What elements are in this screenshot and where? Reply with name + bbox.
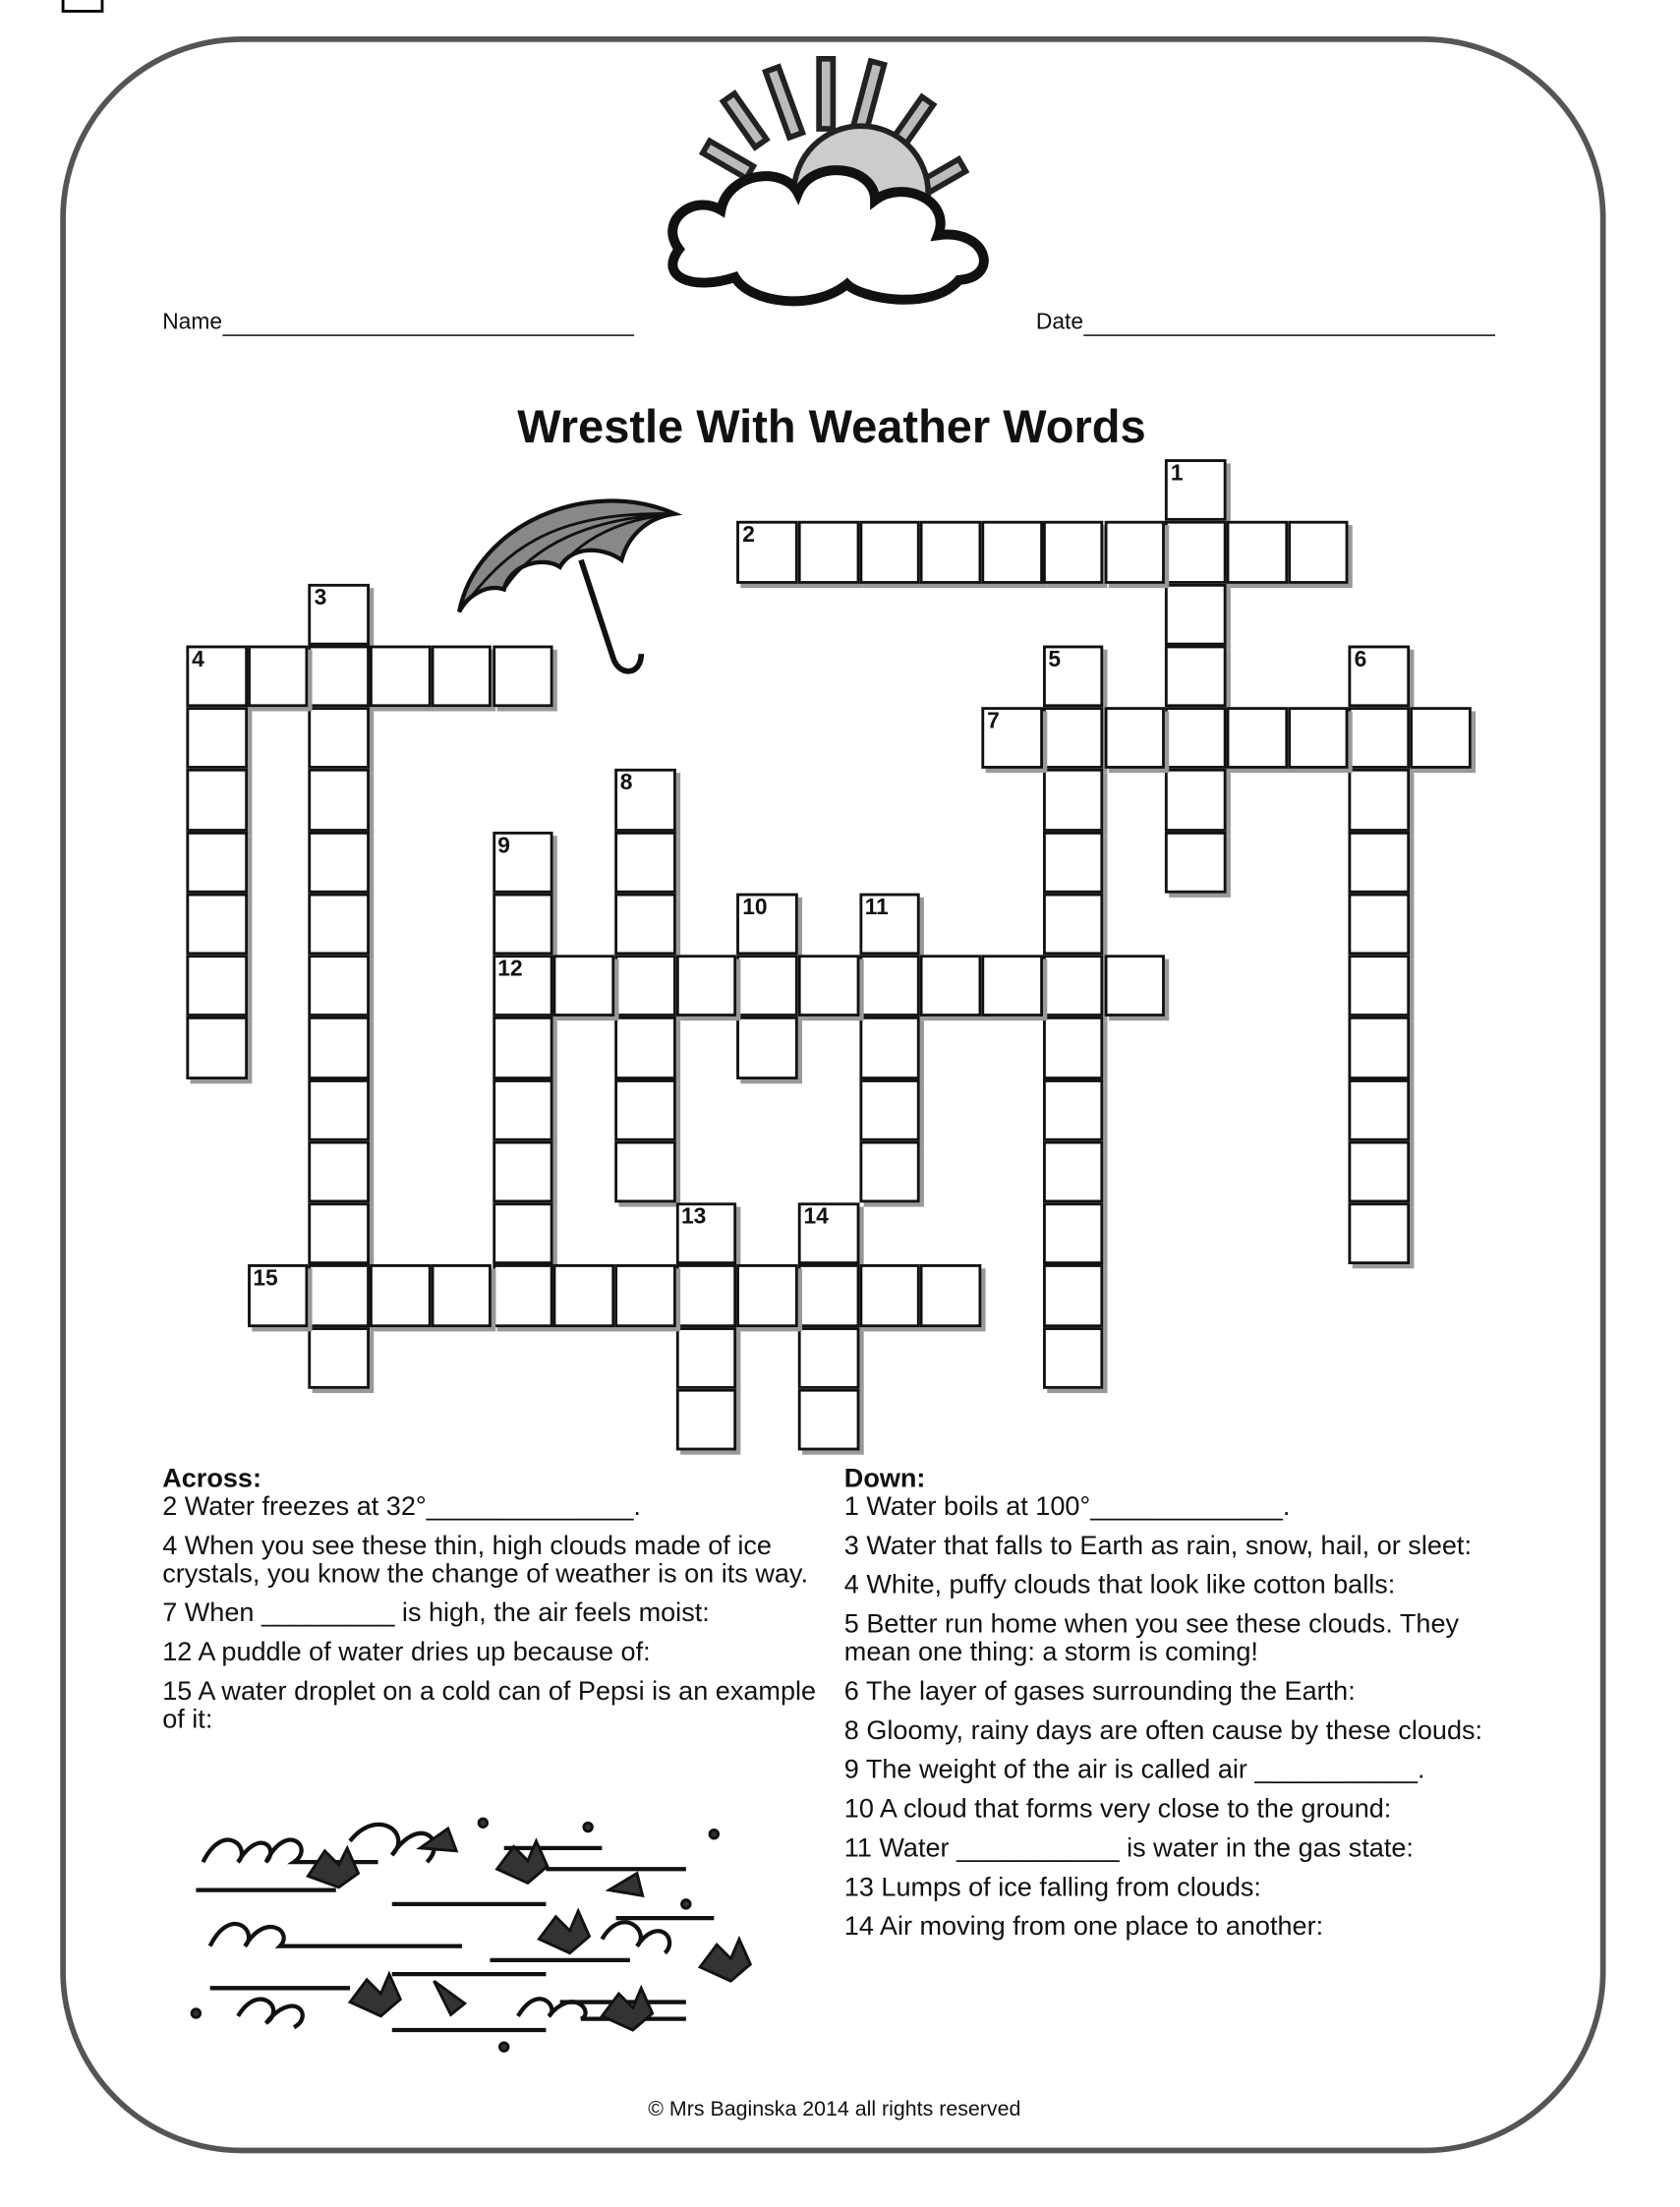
crossword-cell[interactable] bbox=[186, 1016, 247, 1078]
crossword-cell[interactable] bbox=[1043, 521, 1104, 583]
crossword-cell[interactable] bbox=[798, 1326, 859, 1388]
crossword-cell[interactable] bbox=[920, 521, 981, 583]
crossword-cell[interactable] bbox=[737, 521, 798, 583]
crossword-cell[interactable] bbox=[859, 1140, 920, 1202]
crossword-cell[interactable] bbox=[1043, 1016, 1104, 1078]
crossword-cell[interactable] bbox=[309, 1140, 370, 1202]
crossword-cell[interactable] bbox=[1043, 1140, 1104, 1202]
crossword-cell[interactable] bbox=[431, 1264, 492, 1326]
down-clue: 3 Water that falls to Earth as rain, snow, hail, or sleet: bbox=[843, 1532, 1472, 1561]
crossword-cell[interactable] bbox=[1165, 707, 1226, 769]
crossword-cell[interactable] bbox=[309, 707, 370, 769]
crossword-cell[interactable] bbox=[614, 769, 675, 831]
down-clue: 10 A cloud that forms very close to the ground: bbox=[843, 1794, 1392, 1825]
down-heading: Down: bbox=[843, 1464, 926, 1494]
crossword-cell[interactable] bbox=[553, 955, 614, 1016]
clue-number: 1 bbox=[1170, 461, 1184, 487]
crossword-cell[interactable] bbox=[492, 645, 553, 707]
crossword-cell[interactable] bbox=[309, 583, 370, 645]
date-field[interactable] bbox=[1036, 311, 1495, 336]
crossword-cell[interactable] bbox=[1288, 707, 1349, 769]
crossword-cell[interactable] bbox=[309, 1078, 370, 1140]
crossword-cell[interactable] bbox=[186, 893, 247, 955]
crossword-cell[interactable] bbox=[1043, 893, 1104, 955]
crossword-cell[interactable] bbox=[1349, 707, 1410, 769]
crossword-cell[interactable] bbox=[859, 893, 920, 955]
crossword-cell[interactable] bbox=[859, 521, 920, 583]
crossword-cell[interactable] bbox=[492, 1140, 553, 1202]
corner-checkbox bbox=[62, 0, 104, 13]
crossword-cell[interactable] bbox=[1043, 1264, 1104, 1326]
crossword-cell[interactable] bbox=[1165, 521, 1226, 583]
crossword-cell[interactable] bbox=[1288, 521, 1349, 583]
crossword-cell[interactable] bbox=[1349, 893, 1410, 955]
across-clue: 15 A water droplet on a cold can of Pepsi is an example of it: bbox=[162, 1677, 817, 1735]
sun-cloud-illustration bbox=[651, 53, 1014, 312]
crossword-cell[interactable] bbox=[675, 1388, 736, 1450]
crossword-cell[interactable] bbox=[1349, 1078, 1410, 1140]
down-clue: 11 Water ___________ is water in the gas state: bbox=[843, 1833, 1414, 1864]
crossword-cell[interactable] bbox=[1349, 1202, 1410, 1264]
crossword-cell[interactable] bbox=[798, 955, 859, 1016]
crossword-cell[interactable] bbox=[1226, 521, 1287, 583]
across-clue: 7 When _________ is high, the air feels moist: bbox=[162, 1598, 710, 1629]
crossword-cell[interactable] bbox=[798, 1202, 859, 1264]
across-clue: 12 A puddle of water dries up because of: bbox=[162, 1638, 651, 1668]
crossword-cell[interactable] bbox=[1165, 459, 1226, 521]
crossword-cell[interactable] bbox=[492, 893, 553, 955]
crossword-cell[interactable] bbox=[186, 955, 247, 1016]
across-heading: Across: bbox=[162, 1464, 261, 1494]
crossword-cell[interactable] bbox=[309, 955, 370, 1016]
clue-number: 3 bbox=[314, 586, 327, 610]
crossword-cell[interactable] bbox=[1043, 707, 1104, 769]
crossword-cell[interactable] bbox=[1349, 831, 1410, 893]
crossword-cell[interactable] bbox=[1165, 583, 1226, 645]
crossword-cell[interactable] bbox=[675, 1202, 736, 1264]
crossword-cell[interactable] bbox=[614, 1140, 675, 1202]
crossword-cell[interactable] bbox=[309, 645, 370, 707]
crossword-cell[interactable] bbox=[309, 893, 370, 955]
down-clue: 6 The layer of gases surrounding the Earth: bbox=[843, 1677, 1356, 1708]
crossword-cell[interactable] bbox=[614, 1016, 675, 1078]
crossword-cell[interactable] bbox=[981, 955, 1042, 1016]
clue-number: 12 bbox=[497, 958, 523, 982]
crossword-cell[interactable] bbox=[1349, 1140, 1410, 1202]
crossword-cell[interactable] bbox=[1104, 521, 1165, 583]
down-clue: 4 White, puffy clouds that look like cotton balls: bbox=[843, 1570, 1396, 1600]
crossword-cell[interactable] bbox=[981, 521, 1042, 583]
clue-number: 4 bbox=[192, 648, 204, 672]
crossword-cell[interactable] bbox=[859, 1264, 920, 1326]
crossword-cell[interactable] bbox=[737, 1016, 798, 1078]
crossword-cell[interactable] bbox=[492, 1078, 553, 1140]
clue-number: 6 bbox=[1354, 648, 1367, 672]
crossword-cell[interactable] bbox=[309, 1202, 370, 1264]
crossword-cell[interactable] bbox=[370, 645, 431, 707]
crossword-cell[interactable] bbox=[1165, 769, 1226, 831]
clue-number: 9 bbox=[497, 834, 510, 858]
crossword-cell[interactable] bbox=[675, 955, 736, 1016]
crossword-cell[interactable] bbox=[309, 1326, 370, 1388]
crossword-cell[interactable] bbox=[1410, 707, 1471, 769]
crossword-cell[interactable] bbox=[1165, 831, 1226, 893]
down-clue: 14 Air moving from one place to another: bbox=[843, 1912, 1324, 1943]
name-label: Name bbox=[162, 311, 222, 335]
crossword-cell[interactable] bbox=[553, 1264, 614, 1326]
crossword-cell[interactable] bbox=[1104, 955, 1165, 1016]
down-clue: 8 Gloomy, rainy days are often cause by these clouds: bbox=[843, 1716, 1483, 1746]
crossword-cell[interactable] bbox=[186, 769, 247, 831]
crossword-cell[interactable] bbox=[920, 955, 981, 1016]
crossword-cell[interactable] bbox=[1104, 707, 1165, 769]
crossword-cell[interactable] bbox=[309, 1264, 370, 1326]
crossword-cell[interactable] bbox=[492, 955, 553, 1016]
crossword-cell[interactable] bbox=[859, 955, 920, 1016]
across-clues bbox=[162, 1466, 820, 1746]
wind-leaves-illustration bbox=[182, 1806, 770, 2058]
clue-number: 15 bbox=[253, 1267, 278, 1292]
crossword-cell[interactable] bbox=[859, 1078, 920, 1140]
crossword-cell[interactable] bbox=[859, 1016, 920, 1078]
crossword-cell[interactable] bbox=[492, 1202, 553, 1264]
crossword-cell[interactable] bbox=[798, 1388, 859, 1450]
crossword-cell[interactable] bbox=[614, 955, 675, 1016]
crossword-cell[interactable] bbox=[614, 1264, 675, 1326]
crossword-cell[interactable] bbox=[492, 1264, 553, 1326]
clue-number: 5 bbox=[1048, 648, 1062, 672]
crossword-cell[interactable] bbox=[248, 1264, 309, 1326]
page-title: Wrestle With Weather Words bbox=[517, 400, 1146, 453]
crossword-cell[interactable] bbox=[492, 831, 553, 893]
across-clue: 4 When you see these thin, high clouds made of ice crystals, you know the change of weather is on its way. bbox=[162, 1532, 808, 1590]
crossword-cell[interactable] bbox=[675, 1264, 736, 1326]
crossword-cell[interactable] bbox=[1165, 645, 1226, 707]
crossword-cell[interactable] bbox=[1043, 831, 1104, 893]
crossword-cell[interactable] bbox=[1043, 955, 1104, 1016]
crossword-cell[interactable] bbox=[981, 707, 1042, 769]
crossword-cell[interactable] bbox=[186, 831, 247, 893]
clue-number: 8 bbox=[619, 772, 633, 796]
crossword-cell[interactable] bbox=[1226, 707, 1287, 769]
across-clue: 2 Water freezes at 32°______________. bbox=[162, 1492, 641, 1523]
crossword-cell[interactable] bbox=[370, 1264, 431, 1326]
clue-number: 2 bbox=[742, 523, 755, 549]
crossword-cell[interactable] bbox=[248, 645, 309, 707]
crossword-cell[interactable] bbox=[1043, 1326, 1104, 1388]
crossword-cell[interactable] bbox=[737, 1264, 798, 1326]
crossword-cell[interactable] bbox=[492, 1016, 553, 1078]
crossword-cell[interactable] bbox=[798, 521, 859, 583]
crossword-cell[interactable] bbox=[1349, 769, 1410, 831]
crossword-cell[interactable] bbox=[1349, 955, 1410, 1016]
crossword-cell[interactable] bbox=[309, 831, 370, 893]
crossword-cell[interactable] bbox=[186, 645, 247, 707]
clue-number: 7 bbox=[987, 710, 1000, 734]
down-clue: 5 Better run home when you see these clouds. They mean one thing: a storm is coming! bbox=[843, 1609, 1460, 1668]
copyright-footer: © Mrs Baginska 2014 all rights reserved bbox=[648, 2097, 1021, 2121]
crossword-cell[interactable] bbox=[675, 1326, 736, 1388]
down-clue: 13 Lumps of ice falling from clouds: bbox=[843, 1873, 1261, 1903]
crossword-cell[interactable] bbox=[737, 955, 798, 1016]
crossword-cell[interactable] bbox=[1349, 1016, 1410, 1078]
crossword-cell[interactable] bbox=[1043, 1078, 1104, 1140]
clue-number: 11 bbox=[864, 896, 889, 920]
crossword-cell[interactable] bbox=[186, 707, 247, 769]
crossword-cell[interactable] bbox=[309, 769, 370, 831]
down-clue: 1 Water boils at 100°_____________. bbox=[843, 1492, 1291, 1523]
crossword-cell[interactable] bbox=[920, 1264, 981, 1326]
crossword-cell[interactable] bbox=[1043, 645, 1104, 707]
down-clue: 9 The weight of the air is called air ___________. bbox=[843, 1755, 1425, 1785]
crossword-cell[interactable] bbox=[1043, 769, 1104, 831]
crossword-cell[interactable] bbox=[1349, 645, 1410, 707]
clue-number: 10 bbox=[742, 896, 768, 920]
crossword-cell[interactable] bbox=[614, 831, 675, 893]
down-clues bbox=[844, 1466, 1502, 1953]
name-field[interactable] bbox=[162, 311, 634, 336]
date-label: Date bbox=[1035, 311, 1084, 335]
crossword-cell[interactable] bbox=[309, 1016, 370, 1078]
crossword-cell[interactable] bbox=[1043, 1202, 1104, 1264]
crossword-cell[interactable] bbox=[798, 1264, 859, 1326]
crossword-cell[interactable] bbox=[431, 645, 492, 707]
crossword-cell[interactable] bbox=[737, 893, 798, 955]
clue-number: 14 bbox=[803, 1205, 829, 1230]
crossword-cell[interactable] bbox=[614, 893, 675, 955]
clue-number: 13 bbox=[680, 1205, 707, 1230]
crossword-cell[interactable] bbox=[614, 1078, 675, 1140]
